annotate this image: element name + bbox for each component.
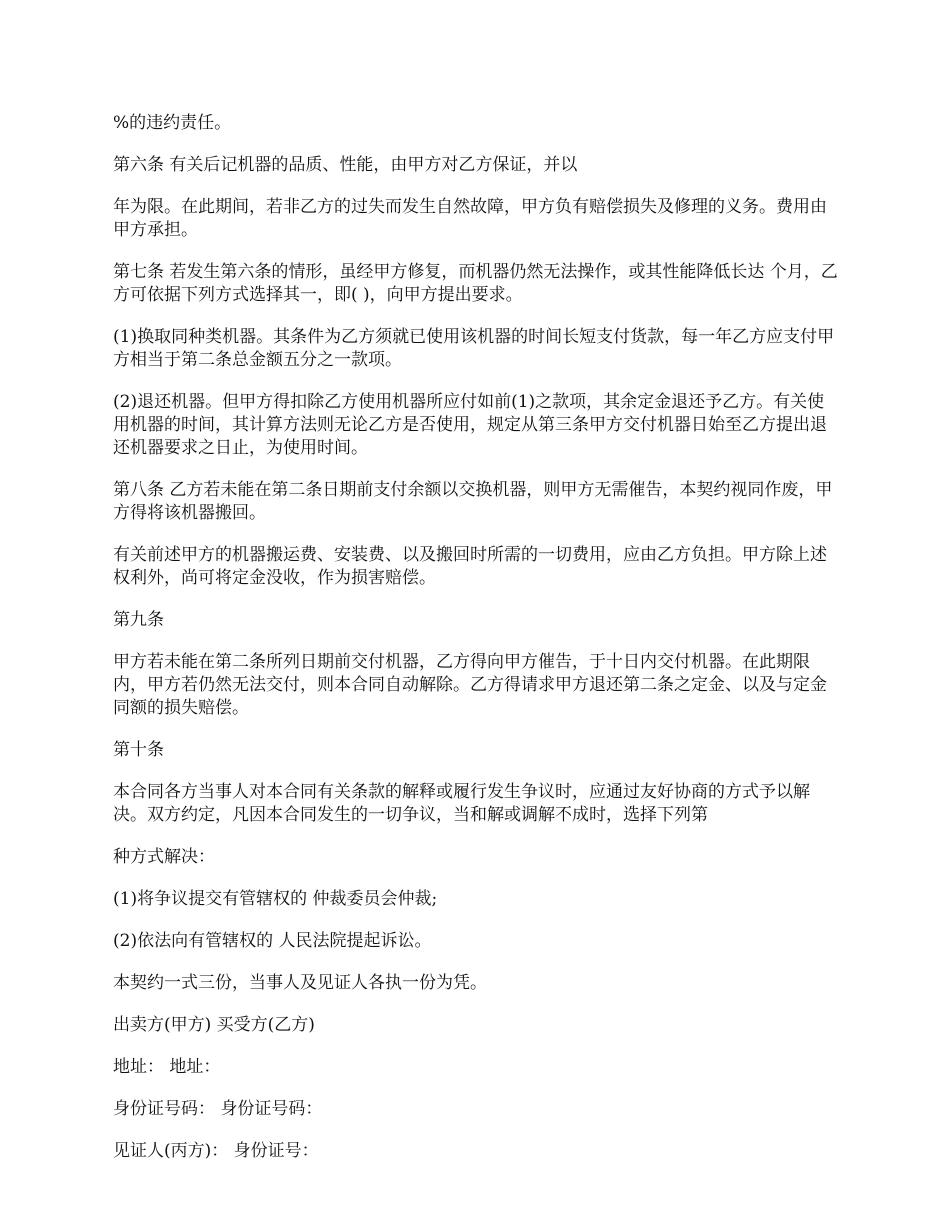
heading-article-9: 第九条: [113, 610, 164, 630]
paragraph-article-7: 第七条 若发生第六条的情形，虽经甲方修复，而机器仍然无法操作，或其性能降低长达 个月，乙方可依据下列方式选择其一，即( )，向甲方提出要求。: [113, 262, 838, 305]
paragraph-warranty-period: 年为限。在此期间，若非乙方的过失而发生自然故障，甲方负有赔偿损失及修理的义务。费用由甲方承担。: [113, 197, 827, 240]
paragraph-article-9: 甲方若未能在第二条所列日期前交付机器，乙方得向甲方催告，于十日内交付机器。在此期限内，甲方若仍然无法交付，则本合同自动解除。乙方得请求甲方退还第二条之定金、以及与定金同额的损失赔偿。: [113, 652, 827, 718]
paragraph-breach-liability: %的违约责任。: [113, 113, 232, 133]
signature-id-number: 身份证号码： 身份证号码：: [113, 1099, 323, 1119]
paragraph-arbitration: (1)将争议提交有管辖权的 仲裁委员会仲裁;: [113, 889, 438, 909]
paragraph-resolution-method: 种方式解决：: [113, 847, 215, 867]
paragraph-copies: 本契约一式三份，当事人及见证人各执一份为凭。: [113, 973, 487, 993]
signature-address: 地址： 地址：: [113, 1057, 221, 1077]
signature-parties: 出卖方(甲方) 买受方(乙方): [113, 1015, 315, 1035]
paragraph-costs: 有关前述甲方的机器搬运费、安装费、以及搬回时所需的一切费用，应由乙方负担。甲方除上述权利外，尚可将定金没收，作为损害赔偿。: [113, 545, 827, 588]
paragraph-article-6: 第六条 有关后记机器的品质、性能，由甲方对乙方保证，并以: [113, 155, 578, 175]
paragraph-article-10: 本合同各方当事人对本合同有关条款的解释或履行发生争议时，应通过友好协商的方式予以解决。双方约定，凡因本合同发生的一切争议，当和解或调解不成时，选择下列第: [113, 782, 810, 825]
paragraph-option-return: (2)退还机器。但甲方得扣除乙方使用机器所应付如前(1)之款项，其余定金退还予乙方。有关使用机器的时间，其计算方法则无论乙方是否使用，规定从第三条甲方交付机器日始至乙方提出退还机器要求之日止，为使用时间。: [113, 392, 827, 458]
paragraph-litigation: (2)依法向有管辖权的 人民法院提起诉讼。: [113, 931, 432, 951]
heading-article-10: 第十条: [113, 740, 164, 760]
paragraph-article-8: 第八条 乙方若未能在第二条日期前支付余额以交换机器，则甲方无需催告，本契约视同作废，甲方得将该机器搬回。: [113, 480, 833, 523]
paragraph-option-exchange: (1)换取同种类机器。其条件为乙方须就已使用该机器的时间长短支付货款，每一年乙方应支付甲方相当于第二条总金额五分之一款项。: [113, 327, 835, 370]
signature-witness: 见证人(丙方)： 身份证号：: [113, 1141, 319, 1161]
document-body: [113, 112, 841, 1182]
